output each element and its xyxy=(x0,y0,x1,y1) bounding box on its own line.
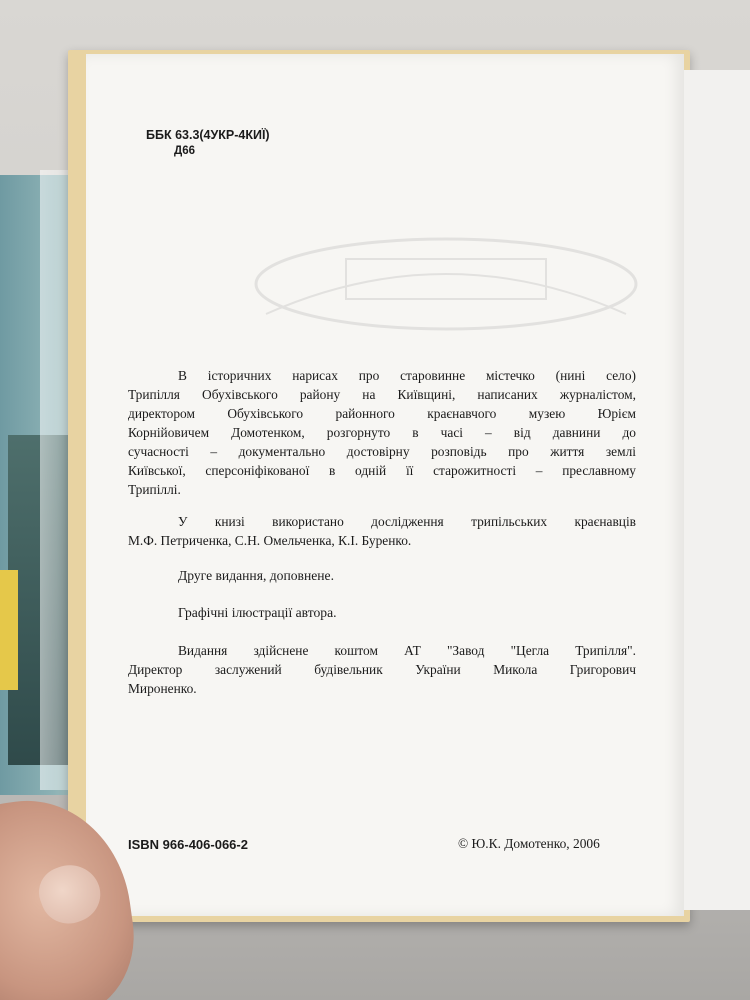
funding-paragraph xyxy=(128,641,636,698)
author-code: Д66 xyxy=(174,145,195,157)
edition-note: Друге видання, доповнене. xyxy=(178,568,334,583)
description-line: В історичних нарисах про старовинне містечко (нині село) xyxy=(178,368,636,383)
description-paragraph xyxy=(128,366,636,499)
funding-line: Директор заслужений будівельник України Микола Григорович xyxy=(128,662,636,678)
description-line: Трипілля Обухівського району на Київщині, написаних журналістом, xyxy=(128,387,636,403)
funding-line: Мироненко. xyxy=(128,681,197,697)
research-paragraph xyxy=(128,512,636,550)
cover-gold-ornament xyxy=(0,570,18,690)
isbn: ISBN 966-406-066-2 xyxy=(128,837,248,852)
research-line: М.Ф. Петриченка, С.Н. Омельченка, К.І. Буренко. xyxy=(128,533,412,549)
description-line: Трипіллі. xyxy=(128,482,181,498)
description-line: Корнійовичем Домотенком, розгорнуто в часі – від давнини до xyxy=(128,425,636,441)
description-line: Київської, сперсоніфікованої в одній її старожитності – преславному xyxy=(128,463,636,479)
illustrations-note: Графічні ілюстрації автора. xyxy=(178,605,337,620)
funding-line: Видання здійснене коштом АТ "Завод "Цегла Трипілля". xyxy=(178,643,636,658)
description-line: сучасності – документально достовірну розповідь про життя землі xyxy=(128,444,636,460)
copyright: © Ю.К. Домотенко, 2006 xyxy=(458,836,600,851)
description-line: директором Обухівського районного краєнавчого музею Юрієм xyxy=(128,406,636,422)
show-through-title-art xyxy=(236,224,656,344)
bbk-classification: ББК 63.3(4УКР-4КИЇ) xyxy=(146,128,270,142)
research-line: У книзі використано дослідження трипільських краєнавців xyxy=(178,514,636,529)
